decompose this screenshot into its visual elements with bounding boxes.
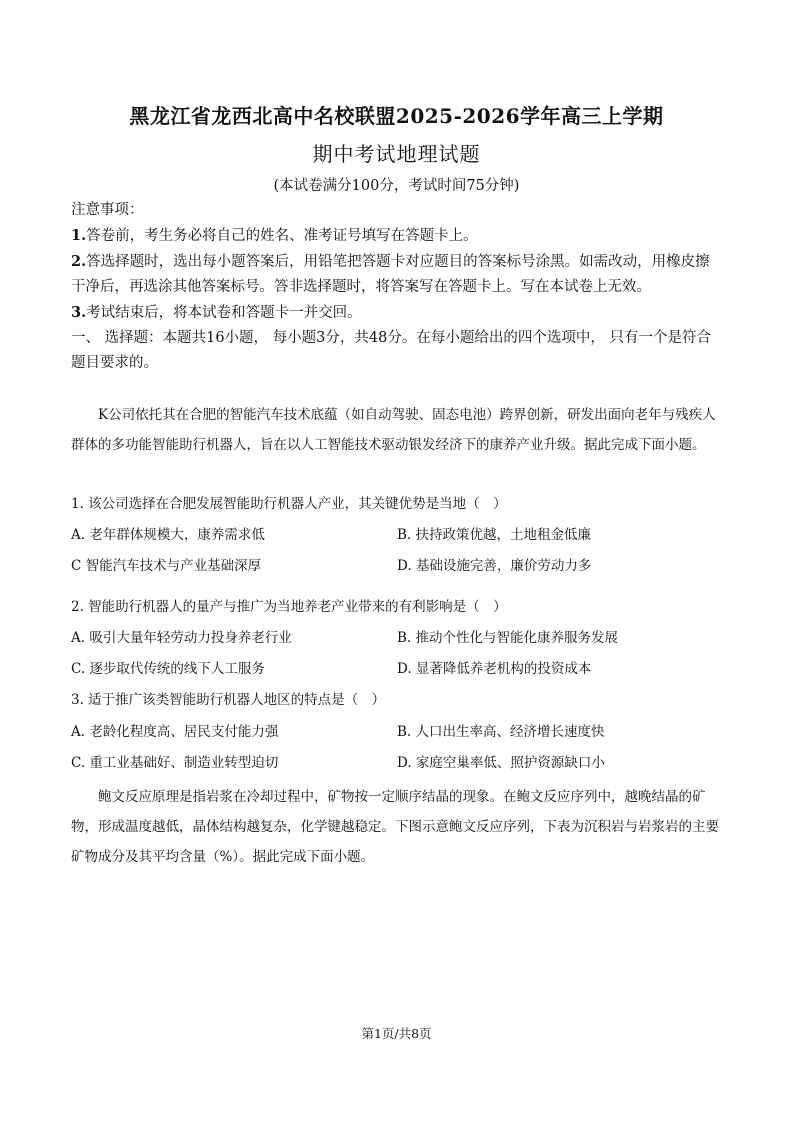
question-3-option-a[interactable]: A. 老龄化程度高、居民支付能力强 bbox=[71, 724, 279, 740]
note-item-1-text: 答卷前，考生务必将自己的姓名、准考证号填写在答题卡上。 bbox=[86, 228, 478, 244]
note-item-1 bbox=[71, 223, 723, 249]
question-3-stem: 3. 适于推广该类智能助行机器人地区的特点是（ ） bbox=[71, 692, 386, 708]
question-1-option-b[interactable]: B. 扶持政策优越，土地租金低廉 bbox=[397, 527, 592, 543]
note-item-1-number: 1. bbox=[71, 227, 87, 244]
note-item-2-number: 2. bbox=[71, 253, 87, 270]
question-2-option-d[interactable]: D. 显著降低养老机构的投资成本 bbox=[397, 661, 592, 677]
notes-heading: 注意事项： bbox=[71, 202, 144, 218]
question-1-option-d[interactable]: D. 基础设施完善，廉价劳动力多 bbox=[397, 558, 592, 574]
note-item-3-text: 考试结束后，将本试卷和答题卡一并交回。 bbox=[86, 305, 362, 321]
exam-subtitle: (本试卷满分100分，考试时间75分钟) bbox=[273, 178, 520, 194]
passage-2-container bbox=[71, 782, 723, 872]
question-2-option-b[interactable]: B. 推动个性化与智能化康养服务发展 bbox=[397, 630, 619, 646]
question-2-option-c[interactable]: C. 逐步取代传统的线下人工服务 bbox=[71, 661, 265, 677]
page-footer: 第1页/共8页 bbox=[361, 1026, 432, 1041]
note-item-3 bbox=[71, 300, 723, 326]
note-item-2 bbox=[71, 249, 723, 300]
question-1-option-a[interactable]: A. 老年群体规模大，康养需求低 bbox=[71, 527, 265, 543]
note-item-2-text: 答选择题时，选出每小题答案后，用铅笔把答题卡对应题目的答案标号涂黑。如需改动，用橡皮擦干净后，再选涂其他答案标号。答非选择题时，将答案写在答题卡上。写在本试卷上无效。 bbox=[71, 254, 710, 295]
exam-title-line2: 期中考试地理试题 bbox=[312, 142, 481, 166]
notes-section bbox=[71, 198, 723, 376]
question-3-option-c[interactable]: C. 重工业基础好、制造业转型迫切 bbox=[71, 755, 279, 771]
passage-1: K公司依托其在合肥的智能汽车技术底蕴（如自动驾驶、固态电池）跨界创新，研发出面向老年与残疾人群体的多功能智能助行机器人，旨在以人工智能技术驱动银发经济下的康养产业升级。据此完成下面小题。 bbox=[71, 407, 716, 453]
question-1-option-c[interactable]: C 智能汽车技术与产业基础深厚 bbox=[71, 558, 262, 574]
section-heading: 一、 选择题：本题共16小题， 每小题3分，共48分。在每小题给出的四个选项中， 只有一个是符合题目要求的。 bbox=[71, 330, 711, 371]
question-2-option-a[interactable]: A. 吸引大量年轻劳动力投身养老行业 bbox=[71, 630, 292, 646]
question-3-option-b[interactable]: B. 人口出生率高、经济增长速度快 bbox=[397, 724, 605, 740]
question-1-stem: 1. 该公司选择在合肥发展智能助行机器人产业，其关键优势是当地（ ） bbox=[71, 496, 507, 512]
passage-2: 鲍文反应原理是指岩浆在冷却过程中，矿物按一定顺序结晶的现象。在鲍文反应序列中，越晚结晶的矿物，形成温度越低，晶体结构越复杂，化学键越稳定。下图示意鲍文反应序列，下表为沉积岩与岩浆岩的主要矿物成分及其平均含量（%）。据此完成下面小题。 bbox=[71, 789, 719, 865]
question-2-stem: 2. 智能助行机器人的量产与推广为当地养老产业带来的有利影响是（ ） bbox=[71, 599, 507, 615]
question-3-option-d[interactable]: D. 家庭空巢率低、照护资源缺口小 bbox=[397, 755, 605, 771]
exam-title-line1: 黑龙江省龙西北高中名校联盟2025-2026学年高三上学期 bbox=[129, 104, 664, 128]
passage-1-container bbox=[71, 400, 723, 460]
note-item-3-number: 3. bbox=[71, 304, 87, 321]
